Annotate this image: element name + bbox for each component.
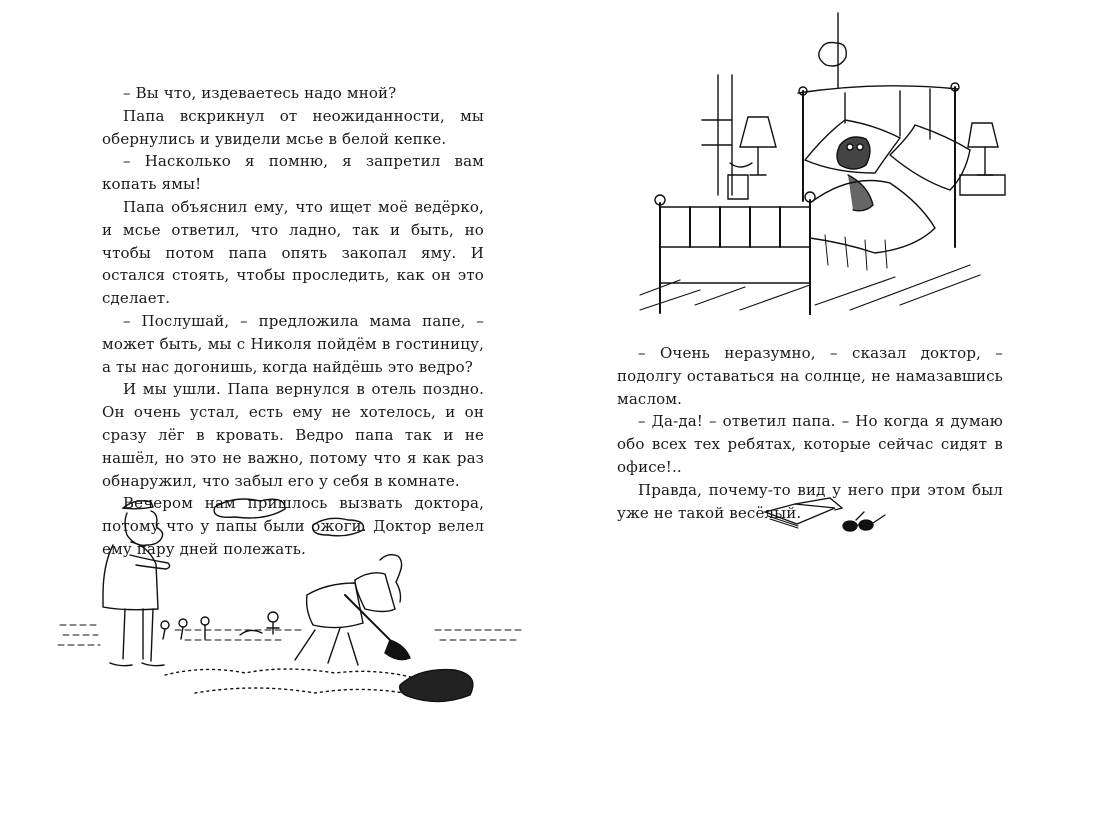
book-and-sunglasses-illustration <box>760 490 910 535</box>
paragraph: – Очень неразумно, – сказал доктор, – подолгу оставаться на солнце, не намазавшись маслом. <box>617 344 1003 408</box>
paragraph: – Послушай, – предложила мама папе, – может быть, мы с Николя пойдём в гостиницу, а ты нас догонишь, когда найдёшь это ведро? <box>102 311 484 376</box>
paragraph: И мы ушли. Папа вернулся в отель поздно. Он очень устал, есть ему не хотелось, и он сразу лёг в кровать. Ведро папа так и не нашёл, но это не важно, потому что я как раз обнаружил, что забыл его у себя в комнате. <box>102 380 484 490</box>
paragraph: Папа вскрикнул от неожиданности, мы обернулись и увидели мсье в белой кепке. <box>102 106 484 148</box>
paragraph: – Да-да! – ответил папа. – Но когда я думаю обо всех тех ребятах, которые сейчас сидят в офисе!.. <box>617 412 1003 476</box>
paragraph: Вечером нам пришлось вызвать доктора, потому что у папы были ожоги. Доктор велел ему пару дней полежать. <box>102 494 484 558</box>
right-page <box>550 0 1100 825</box>
bed-illustration <box>600 5 1020 315</box>
paragraph: – Вы что, издеваетесь надо мной? <box>123 84 397 102</box>
beach-illustration <box>55 485 530 710</box>
paragraph: Правда, почему-то вид у него при этом был уже не такой весёлый. <box>617 480 1003 522</box>
paragraph: – Насколько я помню, я запретил вам копать ямы! <box>102 152 484 194</box>
paragraph: Папа объяснил ему, что ищет моё ведёрко, и мсье ответил, что ладно, так и быть, но чтобы потом папа опять закопал яму. И остался стоять, чтобы проследить, как он это сделает. <box>102 197 484 308</box>
